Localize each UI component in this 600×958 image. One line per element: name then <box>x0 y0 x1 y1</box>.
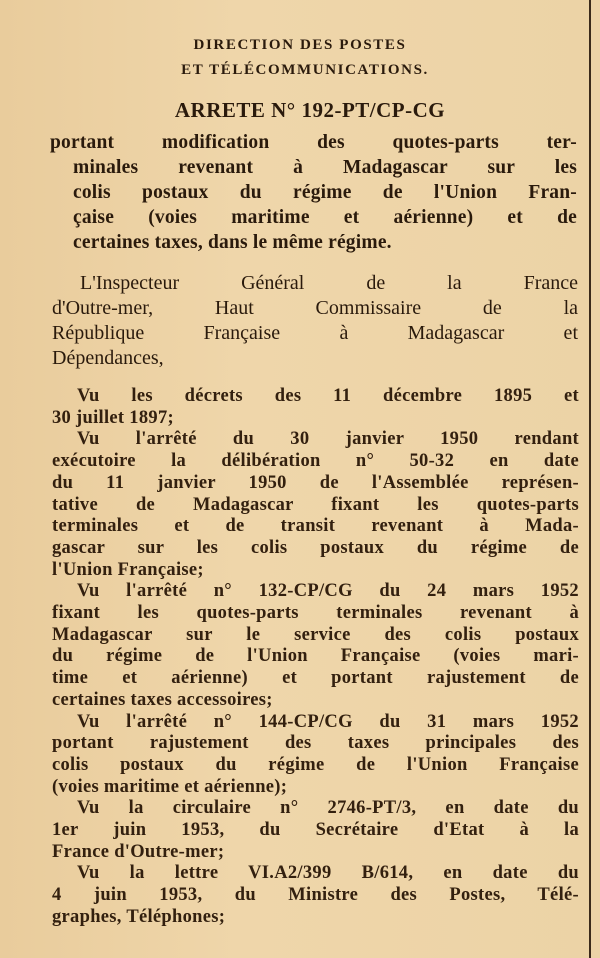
visa-line: Vu la lettre VI.A2/399 B/614, en date du <box>77 863 579 884</box>
visa-line: Madagascar sur le service des colis postaux <box>52 624 579 645</box>
visa-line: (voies maritime et aérienne); <box>52 776 288 797</box>
visa-line: fixant les quotes-parts terminales revenant à <box>52 603 579 623</box>
visa-line: 1er juin 1953, du Secrétaire d'Etat à la <box>52 820 579 840</box>
visa-line: 4 juin 1953, du Ministre des Postes, Télé- <box>52 885 579 906</box>
visa-line: Vu la circulaire n° 2746-PT/3, en date du <box>77 798 579 819</box>
header-line: ET TÉLÉCOMMUNICATIONS. <box>181 62 429 78</box>
preamble-line: L'Inspecteur Général de la France <box>80 272 578 294</box>
visa-line: exécutoire la délibération n° 50-32 en date <box>52 451 579 472</box>
visa-line: Vu l'arrêté n° 144-CP/CG du 31 mars 1952 <box>77 711 579 732</box>
preamble-line: d'Outre-mer, Haut Commissaire de la <box>52 297 578 319</box>
visa-line: colis postaux du régime de l'Union Française <box>52 754 579 775</box>
visa-line: 30 juillet 1897; <box>52 407 174 428</box>
visa-line: France d'Outre-mer; <box>52 841 225 862</box>
preamble-line: Dépendances, <box>52 347 164 369</box>
visa-line: Vu les décrets des 11 décembre 1895 et <box>77 386 579 406</box>
document-title: ARRETE N° 192-PT/CP-CG <box>174 98 446 122</box>
column-divider <box>589 0 591 958</box>
subtitle-line: minales revenant à Madagascar sur les <box>73 157 577 178</box>
visa-line: l'Union Française; <box>52 559 204 580</box>
visa-line: time et aérienne) et portant rajustement de <box>52 668 579 689</box>
visa-line: tative de Madagascar fixant les quotes-parts <box>52 494 579 515</box>
subtitle-line: certaines taxes, dans le même régime. <box>73 232 392 253</box>
visa-line: du 11 janvier 1950 de l'Assemblée représen- <box>52 472 579 493</box>
visa-line: du régime de l'Union Française (voies mari- <box>52 646 579 667</box>
preamble-line: République Française à Madagascar et <box>52 322 578 344</box>
subtitle-line: çaise (voies maritime et aérienne) et de <box>73 207 577 228</box>
visa-line: Vu l'arrêté n° 132-CP/CG du 24 mars 1952 <box>77 581 579 602</box>
visa-line: Vu l'arrêté du 30 janvier 1950 rendant <box>77 429 579 450</box>
subtitle-line: colis postaux du régime de l'Union Fran- <box>73 182 577 203</box>
subtitle-line: portant modification des quotes-parts ter- <box>50 132 577 153</box>
visa-line: portant rajustement des taxes principales des <box>52 733 579 754</box>
header-line: DIRECTION DES POSTES <box>193 37 407 53</box>
visa-line: certaines taxes accessoires; <box>52 689 273 710</box>
visa-line: gascar sur les colis postaux du régime de <box>52 537 579 558</box>
visa-line: terminales et de transit revenant à Mada- <box>52 516 579 537</box>
visa-line: graphes, Téléphones; <box>52 906 226 927</box>
